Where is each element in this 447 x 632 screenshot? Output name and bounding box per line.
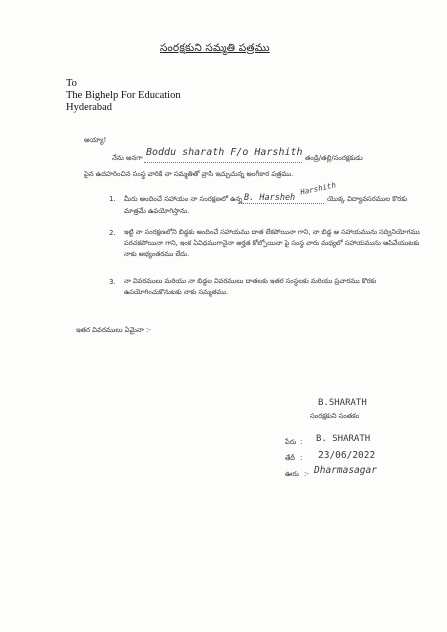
point-1-line-2: మాత్రమే ఉపయోగిస్తాను. (124, 207, 190, 215)
footer-date-value: 23/06/2022 (318, 450, 376, 461)
name-blank-line (144, 162, 302, 163)
other-details-label: ఇతర వివరములు ఏమైనా :- (76, 326, 151, 334)
footer-village-value: Dharmasagar (314, 465, 377, 476)
intro-line-2: పైన ఉదహరించిన సంస్థ వారికి నా సమ్మతితో వ్రాసి ఇచ్చుచున్న అంగీకార పత్రము. (84, 170, 294, 178)
point-2-text: ఇట్టి నా సంరక్షణలోని బిడ్డకు అందించే సహాయము దాత లేకపోయినా గాని, నా బిడ్డ ఆ సహాయమును సద్వినియోగము పరచకపోయినా గాని, ఇంక ఏవిధముగానైనా అర్హత కోల్పోయినా పై సంస్థ వారు మధ్యలో సహాయమును ఆపివేయుటకు నాకు అభ్యంతరము లేదు. (124, 228, 420, 258)
signature-caption: సంరక్షకుని సంతకం (310, 412, 360, 420)
point-2-number: 2. (109, 229, 116, 237)
footer-village-label: ఊరు (285, 470, 299, 478)
address-city: Hyderabad (66, 102, 113, 113)
address-to: To (66, 78, 77, 89)
footer-date-label: తేదీ (285, 454, 296, 462)
document-title: సంరక్షకుని సమ్మతి పత్రము (160, 42, 270, 54)
child-name-handwritten-correction: Harshith (299, 180, 337, 197)
intro-relation: తండ్రి/తల్లి/సంరక్షకుడు (305, 154, 363, 162)
point-3-number: 3. (109, 278, 116, 286)
guardian-name-handwritten: Boddu sharath F/o Harshith (146, 147, 303, 158)
salutation: అయ్యా! (84, 136, 107, 144)
point-3-text: నా వివరములు మరియు నా బిడ్డల వివరములు దాతలకు ఇతర సంస్థలకు మరియు ప్రచారము కొరకు ఉపయోగించుకొనుటకు నాకు సమ్మతము. (124, 277, 377, 296)
child-name-blank-line (238, 203, 324, 204)
address-organization: The Bighelp For Education (66, 90, 181, 101)
guardian-signature: B.SHARATH (318, 398, 367, 408)
intro-prefix: నేను అనగా (112, 154, 143, 162)
footer-name-value: B. SHARATH (316, 434, 371, 444)
consent-letter-page: సంరక్షకుని సమ్మతి పత్రము To The Bighelp For Education Hyderabad అయ్యా! నేను అనగా Boddu sharath F/o Harshith తండ్రి/తల్లి/సంరక్షకుడు పైన ఉదహరించిన సంస్థ వారికి నా సమ్మతితో వ్రాసి ఇచ్చుచున్న అంగీకార పత్రము. 1. మీరు అందించే సహాయం నా సంరక్షణలో ఉన్న B. Harsheh Harshith యొక్క విద్యావసరముల కొరకు మాత్రమే ఉపయోగిస్తాను. 2. ఇట్టి నా సంరక్షణలోని బిడ్డకు అందించే సహాయము దాత లేకపోయినా గాని, నా బిడ్డ ఆ సహాయమును సద్వినియోగము పరచకపోయినా గాని, ఇంక ఏవిధముగానైనా అర్హత కోల్పోయినా పై సంస్థ వారు మధ్యలో సహాయమును ఆపివేయుటకు నాకు అభ్యంతరము లేదు. 3. నా వివరములు మరియు నా బిడ్డల వివరములు దాతలకు ఇతర సంస్థలకు మరియు ప్రచారము కొరకు ఉపయోగించుకొనుటకు నాకు సమ్మతము. ఇతర వివరములు ఏమైనా :- B.SHARATH సంరక్షకుని సంతకం పేరు : B. SHARATH తేదీ : 23/06/2022 ఊరు :- Dharmasagar (0, 0, 447, 632)
footer-name-label: పేరు (285, 438, 297, 446)
point-1-number: 1. (109, 195, 116, 203)
child-name-handwritten: B. Harsheh (244, 193, 296, 203)
point-1-text-after: యొక్క విద్యావసరముల కొరకు (327, 195, 408, 203)
point-1-text-before: మీరు అందించే సహాయం నా సంరక్షణలో ఉన్న (124, 195, 243, 203)
